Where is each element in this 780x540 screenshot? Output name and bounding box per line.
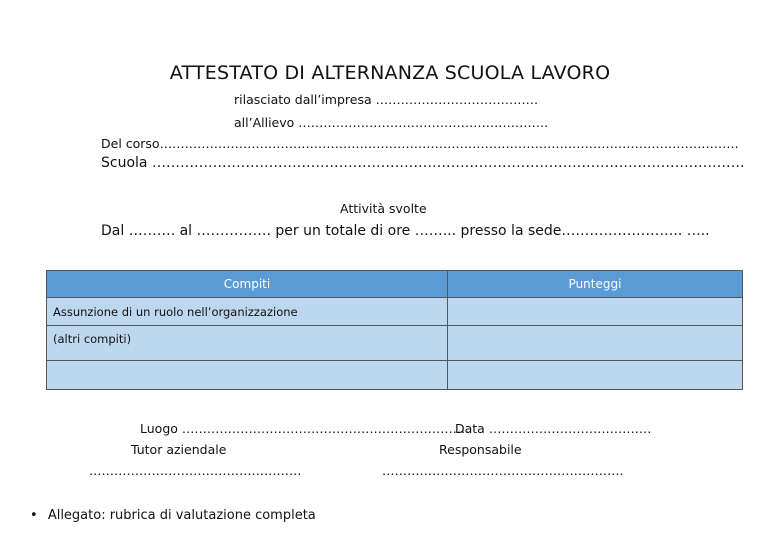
header-punteggi: Punteggi — [448, 271, 743, 298]
data-line: Data ………………………………… — [455, 421, 652, 436]
task-cell: (altri compiti) — [47, 326, 448, 361]
score-cell — [448, 361, 743, 390]
corso-line: Del corso…………………………………………………………………………………………………………………………. — [101, 136, 739, 151]
attivita-heading: Attività svolte — [340, 201, 427, 216]
table-row — [47, 298, 743, 326]
task-cell — [47, 361, 448, 390]
score-cell — [448, 298, 743, 326]
bullet-icon: • — [30, 508, 38, 523]
table-header-row — [47, 271, 743, 298]
periodo-line: Dal ………. al ……………. per un totale di ore ……... presso la sede…………………….. ….. — [101, 223, 710, 239]
header-compiti: Compiti — [47, 271, 448, 298]
allievo-line: all’Allievo …………………………………………………… — [234, 115, 549, 130]
allegato-text: Allegato: rubrica di valutazione completa — [47, 508, 316, 523]
responsabile-label: Responsabile — [439, 442, 522, 457]
luogo-line: Luogo …………………………………………………………… — [140, 421, 470, 436]
score-cell — [448, 326, 743, 361]
table-row — [47, 326, 743, 361]
tutor-label: Tutor aziendale — [131, 442, 227, 457]
table-row — [47, 361, 743, 390]
responsabile-signature-line: …………………………………………………. — [382, 463, 624, 478]
allegato-item — [30, 508, 316, 523]
document-title: ATTESTATO DI ALTERNANZA SCUOLA LAVORO — [169, 62, 611, 84]
scuola-line: Scuola ………………………………………………………………………………………………………………. — [101, 155, 745, 171]
task-cell: Assunzione di un ruolo nell’organizzazione — [47, 298, 448, 326]
tasks-table — [46, 270, 743, 390]
tutor-signature-line: …………………………………………… — [89, 463, 302, 478]
impresa-line: rilasciato dall’impresa ………………………………… — [234, 92, 539, 107]
